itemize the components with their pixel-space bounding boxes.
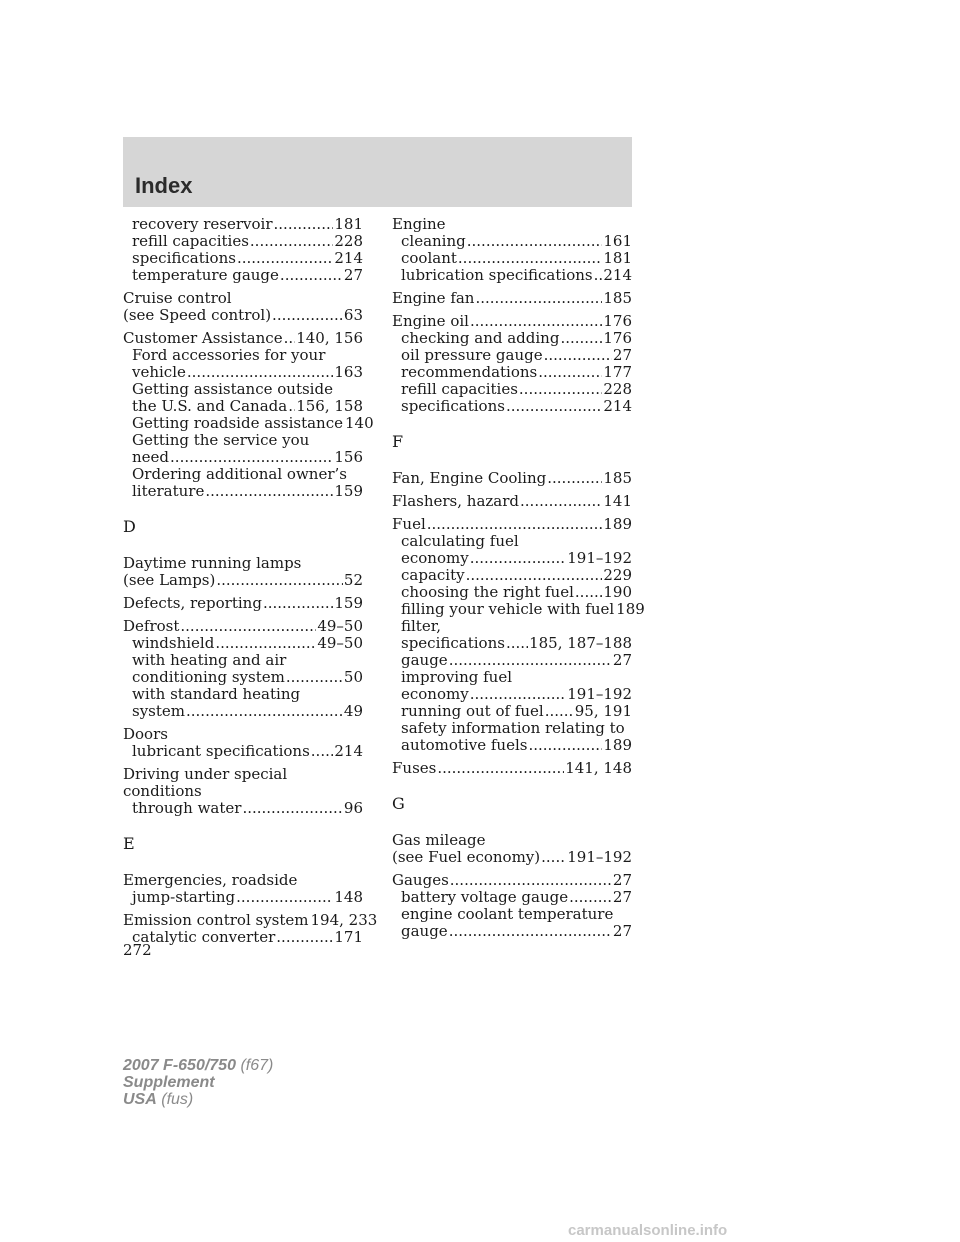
page-ref: 191–192 bbox=[567, 685, 632, 703]
page-ref: 189 bbox=[603, 736, 632, 754]
page-ref: 229 bbox=[603, 566, 632, 584]
index-line: gauge ..... 27 bbox=[392, 923, 632, 940]
index-entry bbox=[392, 515, 645, 754]
index-subterm: improving fuel bbox=[401, 668, 513, 686]
page-ref: 185 bbox=[603, 469, 632, 487]
page-ref: 27 bbox=[612, 871, 632, 889]
page-ref: 185 bbox=[603, 289, 632, 307]
index-line: cleaning ..... 161 bbox=[392, 233, 632, 250]
index-line: oil pressure gauge ..... 27 bbox=[392, 347, 632, 364]
index-line: (see Fuel economy) ..... 191–192 bbox=[392, 849, 632, 866]
page-ref: 52 bbox=[343, 571, 363, 589]
index-line: the U.S. and Canada ..... 156, 158 bbox=[123, 398, 363, 415]
index-line: Customer Assistance ..... 140, 156 bbox=[123, 330, 363, 347]
section-letter-f: F bbox=[392, 432, 404, 451]
footer-market: USA bbox=[123, 1091, 157, 1108]
page-ref: 156 bbox=[334, 448, 363, 466]
page-ref: 141, 148 bbox=[565, 759, 632, 777]
index-entry bbox=[392, 493, 632, 510]
page-ref: 141 bbox=[603, 492, 632, 510]
index-line: specifications ..... 214 bbox=[392, 398, 632, 415]
index-term: Gas mileage bbox=[392, 831, 486, 849]
document-footer bbox=[123, 1057, 273, 1108]
page-ref: 95, 191 bbox=[574, 702, 632, 720]
index-line: jump-starting ..... 148 bbox=[123, 889, 363, 906]
page-ref: 191–192 bbox=[567, 848, 632, 866]
index-subterm: Ordering additional owner’s bbox=[132, 465, 347, 483]
index-entry bbox=[123, 911, 378, 946]
page-ref: 50 bbox=[343, 668, 363, 686]
index-line: Emission control system 194, 233 bbox=[123, 911, 378, 929]
index-entry bbox=[123, 555, 363, 589]
page-ref: 49 bbox=[343, 702, 363, 720]
page-ref: 49–50 bbox=[317, 617, 363, 635]
page-ref: 63 bbox=[343, 306, 363, 324]
index-entry bbox=[123, 872, 363, 906]
index-line: need ..... 156 bbox=[123, 449, 363, 466]
index-line: automotive fuels ..... 189 bbox=[392, 737, 632, 754]
index-line: recommendations ..... 177 bbox=[392, 364, 632, 381]
index-line: through water ..... 96 bbox=[123, 800, 363, 817]
index-line: windshield ..... 49–50 bbox=[123, 635, 363, 652]
page-ref: 27 bbox=[612, 922, 632, 940]
page-ref: 228 bbox=[603, 380, 632, 398]
index-term: Driving under special bbox=[123, 765, 288, 783]
page-ref: 189 bbox=[603, 515, 632, 533]
index-line: lubrication specifications ..... 214 bbox=[392, 267, 632, 284]
page-ref: 181 bbox=[603, 249, 632, 267]
index-term: Emergencies, roadside bbox=[123, 871, 298, 889]
index-line: running out of fuel ..... 95, 191 bbox=[392, 703, 632, 720]
page-ref: 214 bbox=[334, 742, 363, 760]
page-ref: 27 bbox=[343, 266, 363, 284]
index-line: catalytic converter ..... 171 bbox=[123, 929, 363, 946]
index-line: economy ..... 191–192 bbox=[392, 550, 632, 567]
index-line: conditioning system ..... 50 bbox=[123, 669, 363, 686]
page-ref: 161 bbox=[603, 232, 632, 250]
index-entry bbox=[123, 216, 363, 284]
page-ref: 140, 156 bbox=[296, 329, 363, 347]
index-term: Doors bbox=[123, 725, 168, 743]
index-entry bbox=[392, 832, 632, 866]
page-ref: 171 bbox=[334, 928, 363, 946]
index-entry bbox=[392, 470, 632, 487]
page-ref: 181 bbox=[334, 215, 363, 233]
page-ref: 214 bbox=[603, 397, 632, 415]
footer-model-code: (f67) bbox=[240, 1057, 274, 1074]
index-line: refill capacities ..... 228 bbox=[123, 233, 363, 250]
index-subterm: calculating fuel bbox=[401, 532, 519, 550]
page-ref: 228 bbox=[334, 232, 363, 250]
footer-supplement: Supplement bbox=[123, 1074, 215, 1091]
index-line: checking and adding ..... 176 bbox=[392, 330, 632, 347]
index-line: (see Speed control) ..... 63 bbox=[123, 307, 363, 324]
page-ref: 176 bbox=[603, 329, 632, 347]
index-line: specifications ..... 185, 187–188 bbox=[392, 635, 632, 652]
page-ref: 214 bbox=[334, 249, 363, 267]
index-line: Fan, Engine Cooling ..... 185 bbox=[392, 470, 632, 487]
index-entry bbox=[123, 329, 374, 500]
index-entry bbox=[392, 313, 632, 415]
section-letter-d: D bbox=[123, 517, 136, 536]
section-letter-e: E bbox=[123, 834, 135, 853]
index-term: Daytime running lamps bbox=[123, 554, 302, 572]
page-ref: 140 bbox=[344, 414, 374, 432]
page-ref: 189 bbox=[616, 600, 645, 618]
footer-model: 2007 F-650/750 bbox=[123, 1057, 236, 1074]
page-ref: 159 bbox=[334, 482, 363, 500]
index-line: capacity ..... 229 bbox=[392, 567, 632, 584]
index-term: Engine bbox=[392, 215, 446, 233]
page-number: 272 bbox=[123, 941, 152, 959]
page-ref: 185, 187–188 bbox=[529, 634, 632, 652]
section-letter-g: G bbox=[392, 794, 405, 813]
index-line: choosing the right fuel ..... 190 bbox=[392, 584, 632, 601]
index-column-left bbox=[123, 215, 378, 952]
index-line: Engine fan ..... 185 bbox=[392, 290, 632, 307]
index-subterm: with standard heating bbox=[132, 685, 301, 703]
index-line: gauge ..... 27 bbox=[392, 652, 632, 669]
index-line: Fuses ..... 141, 148 bbox=[392, 760, 632, 777]
index-entry bbox=[392, 872, 632, 940]
index-line: lubricant specifications ..... 214 bbox=[123, 743, 363, 760]
index-entry bbox=[392, 290, 632, 307]
index-entry bbox=[392, 216, 632, 284]
index-line: economy ..... 191–192 bbox=[392, 686, 632, 703]
index-line: Engine oil ..... 176 bbox=[392, 313, 632, 330]
index-subterm: Getting the service you bbox=[132, 431, 310, 449]
page-ref: 163 bbox=[334, 363, 363, 381]
index-line: refill capacities ..... 228 bbox=[392, 381, 632, 398]
index-line: Defects, reporting ..... 159 bbox=[123, 595, 363, 612]
index-entry bbox=[392, 760, 632, 777]
index-line: Flashers, hazard ..... 141 bbox=[392, 493, 632, 510]
page-ref: 214 bbox=[603, 266, 632, 284]
page-ref: 27 bbox=[612, 651, 632, 669]
page-ref: 27 bbox=[612, 346, 632, 364]
page-ref: 96 bbox=[343, 799, 363, 817]
index-line: specifications ..... 214 bbox=[123, 250, 363, 267]
index-line: vehicle ..... 163 bbox=[123, 364, 363, 381]
page-ref: 159 bbox=[334, 594, 363, 612]
index-line: Fuel ..... 189 bbox=[392, 516, 632, 533]
index-line: battery voltage gauge ..... 27 bbox=[392, 889, 632, 906]
header-band bbox=[123, 137, 632, 207]
index-subterm: filter, bbox=[401, 617, 441, 635]
page-ref: 177 bbox=[603, 363, 632, 381]
page-ref: 190 bbox=[603, 583, 632, 601]
page-ref: 148 bbox=[334, 888, 363, 906]
index-term: conditions bbox=[123, 782, 202, 800]
index-entry bbox=[123, 290, 363, 324]
index-subterm: with heating and air bbox=[132, 651, 287, 669]
page-ref: 194, 233 bbox=[310, 911, 378, 929]
index-subterm: safety information relating to bbox=[401, 719, 625, 737]
index-term: Cruise control bbox=[123, 289, 232, 307]
index-entry bbox=[123, 766, 363, 817]
index-line: filling your vehicle with fuel 189 bbox=[401, 600, 645, 618]
index-line: system ..... 49 bbox=[123, 703, 363, 720]
page-ref: 156, 158 bbox=[296, 397, 363, 415]
index-line: temperature gauge ..... 27 bbox=[123, 267, 363, 284]
index-line: Gauges ..... 27 bbox=[392, 872, 632, 889]
index-subterm: Ford accessories for your bbox=[132, 346, 326, 364]
footer-market-code: (fus) bbox=[161, 1091, 194, 1108]
index-line: Defrost ..... 49–50 bbox=[123, 618, 363, 635]
index-subterm: Getting assistance outside bbox=[132, 380, 333, 398]
index-line: (see Lamps) ..... 52 bbox=[123, 572, 363, 589]
index-entry bbox=[123, 726, 363, 760]
index-line: Getting roadside assistance 140 bbox=[132, 414, 374, 432]
index-column-right bbox=[392, 215, 645, 946]
index-line: coolant ..... 181 bbox=[392, 250, 632, 267]
index-line: literature ..... 159 bbox=[123, 483, 363, 500]
index-line: recovery reservoir ..... 181 bbox=[123, 216, 363, 233]
page-ref: 27 bbox=[612, 888, 632, 906]
index-entry bbox=[123, 618, 363, 720]
index-subterm: engine coolant temperature bbox=[401, 905, 614, 923]
page-ref: 49–50 bbox=[317, 634, 363, 652]
page-title: Index bbox=[135, 173, 193, 198]
page-ref: 176 bbox=[603, 312, 632, 330]
page-ref: 191–192 bbox=[567, 549, 632, 567]
watermark-text: carmanualsonline.info bbox=[568, 1222, 728, 1239]
index-entry bbox=[123, 595, 363, 612]
